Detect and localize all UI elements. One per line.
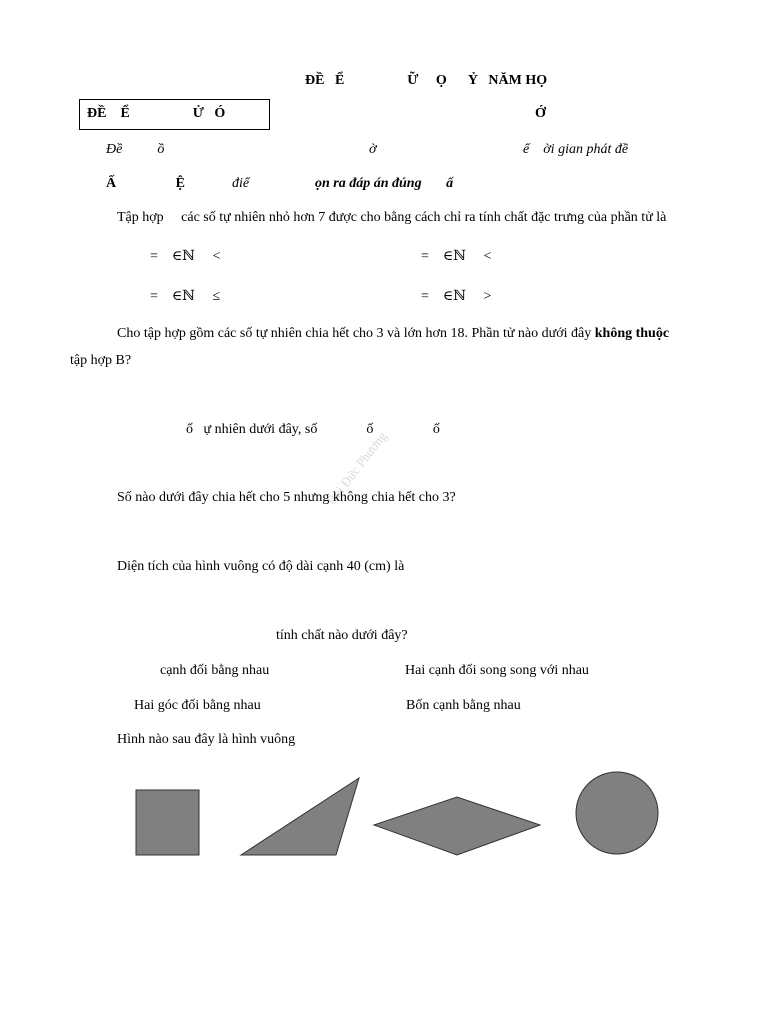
section-instruction: ọn ra đáp án đúng ấ	[315, 176, 454, 191]
question-6-option-b: Hai cạnh đối song song với nhau	[405, 663, 589, 678]
question-2-stem-text: Cho tập hợp gồm các số tự nhiên chia hết cho 3 và lớn hơn 18. Phần tử nào dưới đây	[117, 326, 595, 341]
header-right-fragment: Ớ	[535, 106, 546, 121]
question-3-stem: ố ự nhiên dưới đây, số ố ố	[186, 422, 440, 437]
question-1-option-d: = ∈ℕ >	[421, 289, 492, 304]
question-6-stem: tính chất nào dưới đây?	[276, 628, 408, 643]
watermark: Bùi Đức Phương	[323, 428, 390, 508]
question-7-stem: Hình nào sau đây là hình vuông	[117, 732, 296, 747]
triangle-icon	[241, 778, 359, 855]
time-note: ể ời gian phát đề	[523, 142, 629, 157]
rhombus-icon	[374, 797, 540, 855]
question-1-option-c: = ∈ℕ ≤	[150, 289, 221, 304]
question-6-option-d: Bốn cạnh bằng nhau	[406, 698, 521, 713]
subject-box-label: ĐỀ Ể Ử Ó	[87, 106, 226, 121]
question-1-option-b: = ∈ℕ <	[421, 249, 492, 264]
section-label: Ấ Ệ	[106, 176, 185, 191]
circle-icon	[576, 772, 658, 854]
exam-code-label: Đề ồ	[106, 142, 165, 157]
question-5-stem: Diện tích của hình vuông có độ dài cạnh 40 (cm) là	[117, 559, 405, 574]
exam-title: ĐỀ Ể Ữ Ọ Ỷ NĂM HỌ	[305, 73, 548, 88]
question-1-stem: Tập hợp các số tự nhiên nhỏ hơn 7 được cho bằng cách chỉ ra tính chất đặc trưng của phần tử là	[117, 210, 667, 225]
question-6-option-a: cạnh đối bằng nhau	[160, 663, 270, 678]
section-points: điể	[232, 176, 250, 191]
square-icon	[136, 790, 199, 855]
question-6-option-c: Hai góc đối bằng nhau	[134, 698, 261, 713]
question-1-option-a: = ∈ℕ <	[150, 249, 221, 264]
question-2-stem-cont: tập hợp B?	[70, 353, 132, 368]
time-fragment: ờ	[369, 142, 377, 157]
question-2-emphasis: không thuộc	[594, 326, 670, 341]
question-4-stem: Số nào dưới đây chia hết cho 5 nhưng không chia hết cho 3?	[117, 490, 456, 505]
